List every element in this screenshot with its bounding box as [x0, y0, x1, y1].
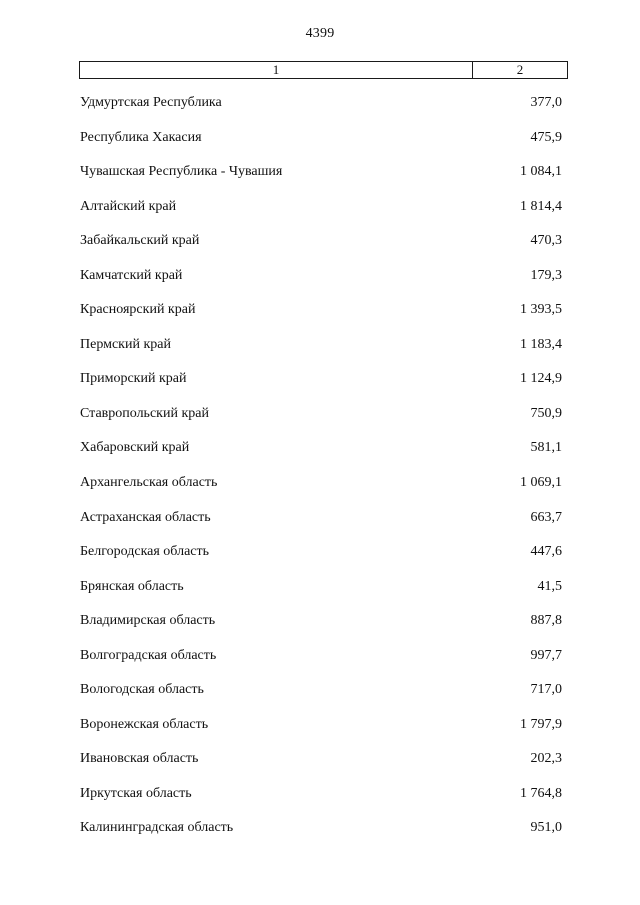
- table-row: [79, 406, 568, 441]
- table-row: [79, 371, 568, 406]
- region-name: Волгоградская область: [80, 647, 217, 663]
- region-value: 470,3: [530, 233, 562, 249]
- table-row: [79, 648, 568, 683]
- region-value: 887,8: [530, 613, 562, 629]
- region-value: 1 814,4: [520, 198, 562, 214]
- table-row: [79, 475, 568, 510]
- table-row: [79, 544, 568, 579]
- region-value: 1 069,1: [520, 475, 562, 491]
- region-name: Хабаровский край: [80, 440, 190, 456]
- region-name: Алтайский край: [80, 198, 177, 214]
- page-number: 4399: [305, 26, 335, 41]
- region-value: 475,9: [530, 129, 562, 145]
- region-value: 447,6: [530, 544, 562, 560]
- region-name: Забайкальский край: [80, 233, 200, 249]
- table-row: [79, 751, 568, 786]
- region-value: 1 084,1: [520, 164, 562, 180]
- region-name: Ставропольский край: [80, 405, 209, 421]
- region-name: Камчатский край: [80, 267, 183, 283]
- region-name: Владимирская область: [80, 613, 216, 629]
- region-name: Приморский край: [80, 371, 187, 387]
- table-row: [79, 337, 568, 372]
- table-row: [79, 682, 568, 717]
- region-value: 1 124,9: [520, 371, 562, 387]
- region-value: 202,3: [530, 751, 562, 767]
- region-value: 1 393,5: [520, 302, 562, 318]
- table-row: [79, 579, 568, 614]
- region-value: 377,0: [530, 95, 562, 110]
- column-header-1: 1: [80, 62, 473, 78]
- region-name: Иркутская область: [80, 785, 192, 801]
- region-value: 581,1: [530, 440, 562, 456]
- region-name: Архангельская область: [80, 475, 218, 491]
- table-row: [79, 510, 568, 545]
- region-name: Воронежская область: [80, 716, 209, 732]
- region-value: 41,5: [537, 578, 562, 594]
- table-row: [79, 199, 568, 234]
- region-value: 750,9: [530, 405, 562, 421]
- region-value: 1 764,8: [520, 785, 562, 801]
- region-name: Пермский край: [80, 336, 171, 352]
- region-value: 1 183,4: [520, 336, 562, 352]
- table-row: [79, 302, 568, 337]
- region-name: Вологодская область: [80, 682, 204, 698]
- table-body: [79, 95, 568, 855]
- table-row: [79, 717, 568, 752]
- table-row: [79, 130, 568, 165]
- column-header-2: 2: [516, 62, 524, 77]
- region-name: Астраханская область: [80, 509, 211, 525]
- table-row: [79, 95, 568, 130]
- region-value: 997,7: [530, 647, 562, 663]
- region-name: Калининградская область: [80, 820, 234, 836]
- table-row: [79, 613, 568, 648]
- region-name: Белгородская область: [80, 544, 210, 560]
- table-row: [79, 440, 568, 475]
- region-name: Чувашская Республика - Чувашия: [80, 164, 283, 180]
- region-name: Ивановская область: [80, 751, 199, 767]
- table-row: [79, 820, 568, 855]
- table-row: [79, 268, 568, 303]
- region-value: 1 797,9: [520, 716, 562, 732]
- region-value: 717,0: [530, 682, 562, 698]
- region-value: 663,7: [530, 509, 562, 525]
- region-name: Брянская область: [80, 578, 184, 594]
- region-value: 951,0: [530, 820, 562, 836]
- region-value: 179,3: [530, 267, 562, 283]
- region-name: Республика Хакасия: [80, 129, 202, 145]
- table-row: [79, 164, 568, 199]
- table-row: [79, 786, 568, 821]
- table-row: [79, 233, 568, 268]
- region-name: Красноярский край: [80, 302, 196, 318]
- table-header: [79, 61, 568, 79]
- region-name: Удмуртская Республика: [80, 95, 222, 110]
